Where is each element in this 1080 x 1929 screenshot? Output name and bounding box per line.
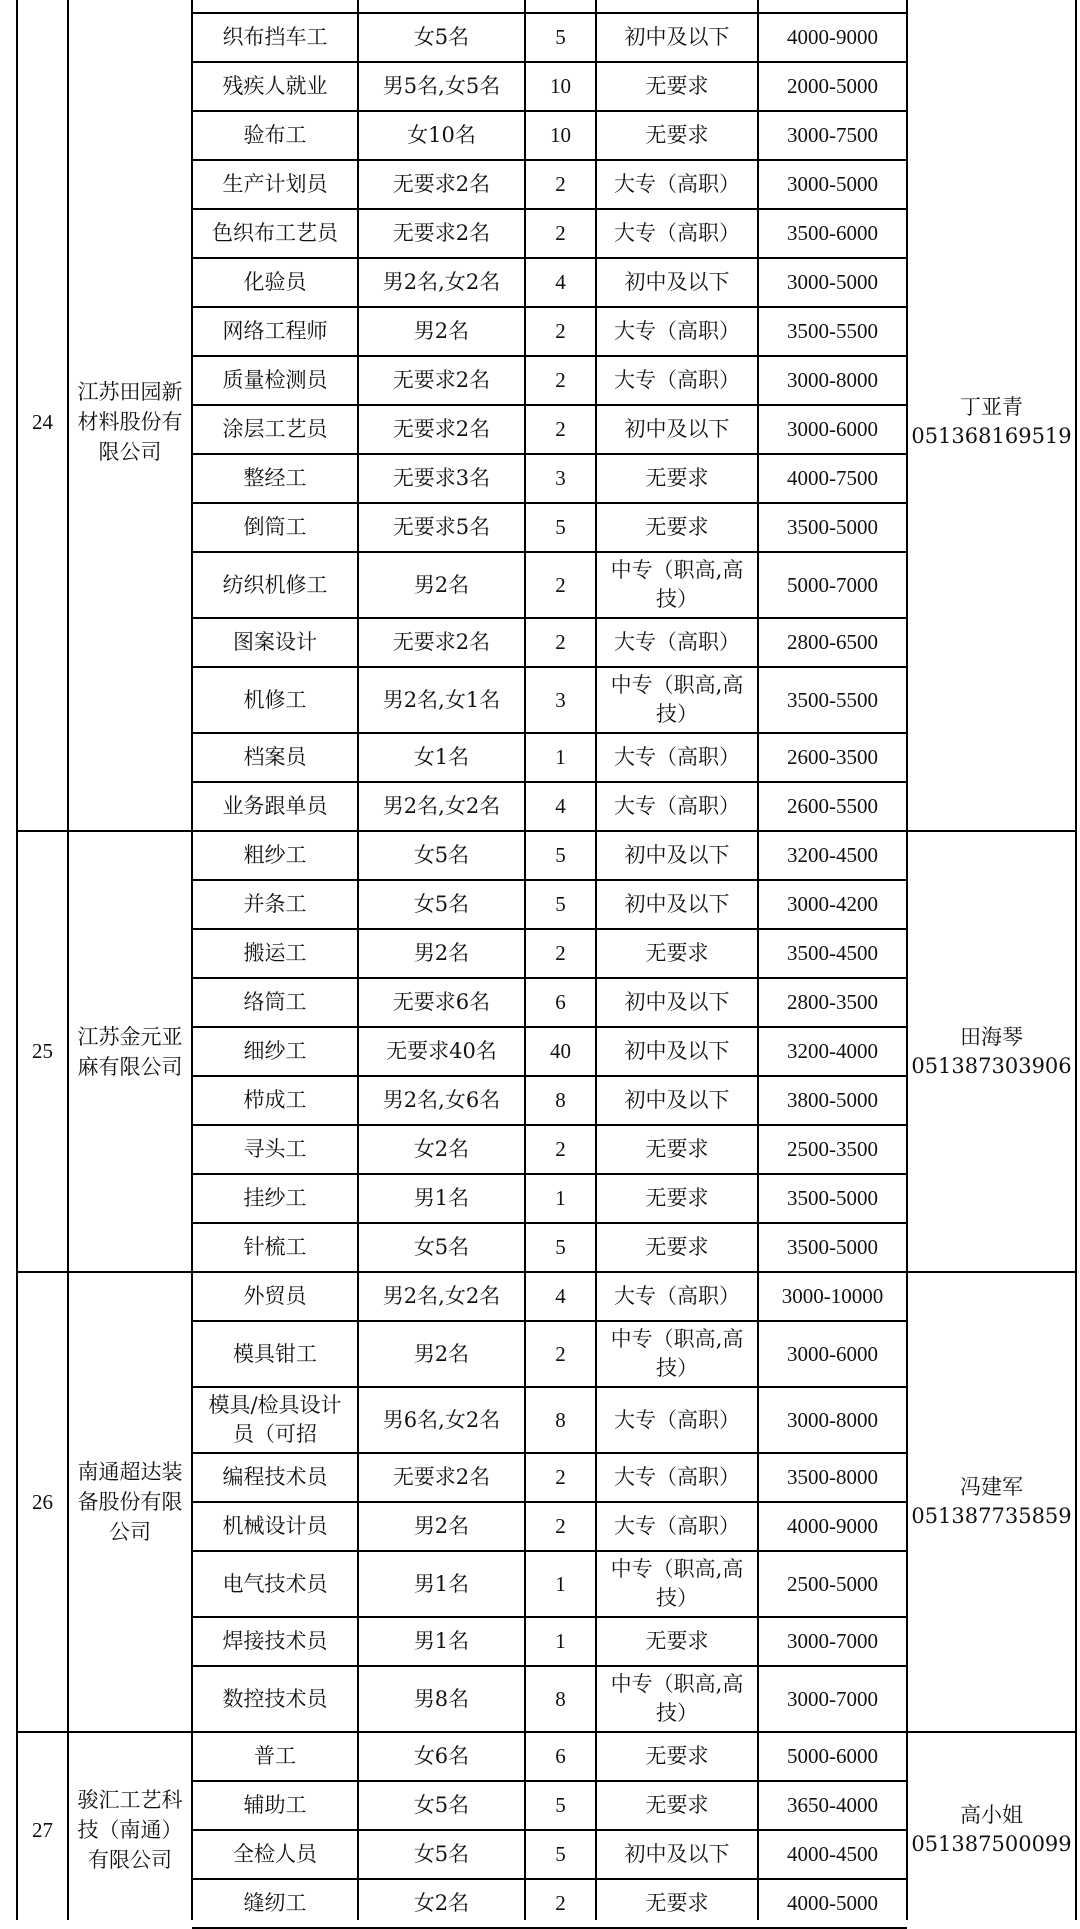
contact-phone: 051368169519 — [911, 424, 1072, 448]
salary-cell: 3000-10000 — [781, 1284, 884, 1308]
education-cell: 大专（高职） — [614, 221, 740, 245]
company-name: 江苏田园新材料股份有限公司 — [77, 380, 183, 464]
gender-cell: 女5名 — [413, 1235, 470, 1259]
grid-hline — [192, 257, 907, 259]
count-cell: 4 — [555, 794, 566, 818]
gender-cell: 女6名 — [413, 1744, 470, 1768]
count-cell: 8 — [555, 1088, 566, 1112]
count-cell: 2 — [555, 1137, 566, 1161]
education-cell: 无要求 — [645, 1891, 709, 1915]
gender-cell: 无要求2名 — [392, 1465, 491, 1489]
gender-cell: 无要求2名 — [392, 172, 491, 196]
grid-hline — [192, 1320, 907, 1322]
count-cell: 1 — [555, 1629, 566, 1653]
position-cell: 纺织机修工 — [222, 572, 328, 597]
education-cell: 大专（高职） — [614, 319, 740, 343]
group-index: 27 — [32, 1817, 53, 1842]
salary-cell: 2000-5000 — [787, 74, 878, 98]
company-name: 南通超达装备股份有限公司 — [77, 1460, 183, 1544]
gender-cell: 女1名 — [413, 745, 470, 769]
grid-hline — [192, 879, 907, 881]
salary-cell: 3000-5000 — [787, 172, 878, 196]
count-cell: 1 — [555, 1186, 566, 1210]
education-cell: 初中及以下 — [624, 25, 730, 49]
count-cell: 5 — [555, 1235, 566, 1259]
salary-cell: 3000-5000 — [787, 270, 878, 294]
gender-cell: 男6名,女2名 — [382, 1407, 501, 1432]
grid-hline — [192, 1124, 907, 1126]
education-cell: 初中及以下 — [624, 990, 730, 1014]
education-cell: 中专（职高,高技） — [610, 558, 744, 611]
count-cell: 2 — [555, 1514, 566, 1538]
position-cell: 网络工程师 — [222, 319, 328, 343]
position-cell: 模具/检具设计员（可招 — [208, 1393, 342, 1446]
grid-hline — [192, 551, 907, 553]
education-cell: 无要求 — [645, 1744, 709, 1768]
grid-hline — [192, 928, 907, 930]
salary-cell: 5000-7000 — [787, 572, 878, 597]
gender-cell: 女2名 — [413, 1137, 470, 1161]
count-cell: 8 — [555, 1686, 566, 1711]
salary-cell: 3500-5500 — [787, 687, 878, 712]
salary-cell: 3500-5000 — [787, 1235, 878, 1259]
grid-hline — [192, 1173, 907, 1175]
education-cell: 大专（高职） — [614, 745, 740, 769]
education-cell: 无要求 — [645, 1629, 709, 1653]
salary-cell: 3000-6000 — [787, 1341, 878, 1366]
gender-cell: 无要求2名 — [392, 417, 491, 441]
education-cell: 无要求 — [645, 1137, 709, 1161]
grid-hline — [192, 110, 907, 112]
salary-cell: 3500-8000 — [787, 1465, 878, 1489]
position-cell: 外贸员 — [243, 1284, 307, 1308]
grid-hline — [192, 1550, 907, 1552]
grid-vline — [357, 0, 359, 1920]
salary-cell: 3500-4500 — [787, 941, 878, 965]
position-cell: 业务跟单员 — [222, 794, 328, 818]
position-cell: 质量检测员 — [222, 368, 328, 392]
education-cell: 初中及以下 — [624, 270, 730, 294]
count-cell: 5 — [555, 25, 566, 49]
company-name: 江苏金元亚麻有限公司 — [77, 1024, 183, 1079]
grid-hline — [192, 502, 907, 504]
grid-hline — [192, 1452, 907, 1454]
grid-vline — [67, 0, 69, 1920]
salary-cell: 5000-6000 — [787, 1744, 878, 1768]
count-cell: 5 — [555, 1793, 566, 1817]
grid-hline — [192, 208, 907, 210]
count-cell: 5 — [555, 843, 566, 867]
salary-cell: 3200-4000 — [787, 1039, 878, 1063]
count-cell: 2 — [555, 172, 566, 196]
contact-phone: 051387500099 — [911, 1832, 1072, 1856]
gender-cell: 男2名 — [413, 319, 470, 343]
salary-cell: 2800-3500 — [787, 990, 878, 1014]
position-cell: 残疾人就业 — [222, 74, 328, 98]
grid-vline — [906, 0, 908, 1920]
gender-cell: 男2名 — [413, 1341, 470, 1366]
count-cell: 4 — [555, 270, 566, 294]
grid-hline — [192, 355, 907, 357]
count-cell: 40 — [550, 1039, 571, 1063]
salary-cell: 3800-5000 — [787, 1088, 878, 1112]
salary-cell: 4000-9000 — [787, 25, 878, 49]
grid-hline — [192, 1780, 907, 1782]
grid-hline — [192, 1222, 907, 1224]
position-cell: 挂纱工 — [243, 1186, 307, 1210]
education-cell: 中专（职高,高技） — [610, 1327, 744, 1380]
group-divider — [17, 1271, 1076, 1273]
position-cell: 倒筒工 — [243, 515, 307, 539]
count-cell: 1 — [555, 745, 566, 769]
position-cell: 生产计划员 — [222, 172, 328, 196]
grid-hline — [192, 1829, 907, 1831]
gender-cell: 男2名,女1名 — [382, 687, 501, 712]
count-cell: 2 — [555, 1341, 566, 1366]
gender-cell: 无要求2名 — [392, 368, 491, 392]
gender-cell: 无要求40名 — [386, 1039, 497, 1063]
gender-cell: 女5名 — [413, 1842, 470, 1866]
contact-name: 高小姐 — [960, 1803, 1023, 1827]
grid-hline — [192, 453, 907, 455]
position-cell: 搬运工 — [243, 941, 307, 965]
grid-vline — [191, 0, 193, 1920]
position-cell: 细纱工 — [243, 1039, 307, 1063]
contact-cell — [907, 1272, 1076, 1732]
salary-cell: 3000-8000 — [787, 1407, 878, 1432]
count-cell: 10 — [550, 123, 571, 147]
salary-cell: 3000-7000 — [787, 1629, 878, 1653]
salary-cell: 2600-3500 — [787, 745, 878, 769]
education-cell: 大专（高职） — [614, 1284, 740, 1308]
salary-cell: 2600-5500 — [787, 794, 878, 818]
count-cell: 2 — [555, 941, 566, 965]
group-divider — [17, 1731, 1076, 1733]
gender-cell: 男8名 — [413, 1686, 470, 1711]
contact-name: 田海琴 — [960, 1024, 1023, 1049]
education-cell: 大专（高职） — [614, 368, 740, 392]
gender-cell: 无要求2名 — [392, 630, 491, 654]
group-divider — [17, 830, 1076, 832]
education-cell: 无要求 — [645, 123, 709, 147]
position-cell: 机修工 — [243, 687, 307, 712]
position-cell: 电气技术员 — [222, 1571, 328, 1596]
gender-cell: 男2名,女2名 — [382, 270, 501, 294]
contact-cell — [907, 831, 1076, 1272]
gender-cell: 男5名,女5名 — [382, 74, 501, 98]
contact-cell — [907, 13, 1076, 831]
count-cell: 2 — [555, 221, 566, 245]
education-cell: 无要求 — [645, 515, 709, 539]
count-cell: 4 — [555, 1284, 566, 1308]
position-cell: 色织布工艺员 — [212, 221, 338, 245]
position-cell: 模具钳工 — [233, 1341, 317, 1366]
grid-hline — [192, 666, 907, 668]
education-cell: 大专（高职） — [614, 630, 740, 654]
grid-hline — [192, 1878, 907, 1880]
grid-hline — [192, 1616, 907, 1618]
salary-cell: 2800-6500 — [787, 630, 878, 654]
education-cell: 无要求 — [645, 74, 709, 98]
education-cell: 初中及以下 — [624, 1088, 730, 1112]
salary-cell: 4000-9000 — [787, 1514, 878, 1538]
count-cell: 2 — [555, 572, 566, 597]
position-cell: 数控技术员 — [222, 1686, 328, 1711]
position-cell: 缝纫工 — [243, 1891, 307, 1915]
salary-cell: 3000-4200 — [787, 892, 878, 916]
gender-cell: 无要求5名 — [392, 515, 491, 539]
grid-hline — [192, 159, 907, 161]
position-cell: 络筒工 — [243, 990, 307, 1014]
salary-cell: 4000-4500 — [787, 1842, 878, 1866]
grid-vline — [16, 0, 18, 1920]
grid-hline — [192, 61, 907, 63]
grid-hline — [192, 12, 907, 14]
group-index: 25 — [32, 1039, 53, 1063]
education-cell: 大专（高职） — [614, 1514, 740, 1538]
contact-phone: 051387735859 — [911, 1504, 1072, 1528]
education-cell: 初中及以下 — [624, 417, 730, 441]
count-cell: 5 — [555, 892, 566, 916]
gender-cell: 男2名 — [413, 1514, 470, 1538]
gender-cell: 无要求2名 — [392, 221, 491, 245]
grid-vline — [595, 0, 597, 1920]
grid-hline — [192, 617, 907, 619]
position-cell: 织布挡车工 — [222, 25, 328, 49]
grid-hline — [192, 404, 907, 406]
gender-cell: 男1名 — [413, 1629, 470, 1653]
education-cell: 大专（高职） — [614, 172, 740, 196]
position-cell: 化验员 — [243, 270, 307, 294]
salary-cell: 3000-7000 — [787, 1686, 878, 1711]
position-cell: 全检人员 — [233, 1842, 317, 1866]
salary-cell: 3500-5500 — [787, 319, 878, 343]
count-cell: 2 — [555, 1891, 566, 1915]
count-cell: 2 — [555, 630, 566, 654]
position-cell: 寻头工 — [243, 1137, 307, 1161]
count-cell: 6 — [555, 1744, 566, 1768]
position-cell: 档案员 — [243, 745, 307, 769]
position-cell: 涂层工艺员 — [222, 417, 328, 441]
education-cell: 初中及以下 — [624, 892, 730, 916]
salary-cell: 3500-5000 — [787, 515, 878, 539]
position-cell: 验布工 — [243, 123, 307, 147]
count-cell: 3 — [555, 687, 566, 712]
contact-phone: 051387303906 — [911, 1053, 1072, 1078]
salary-cell: 3000-6000 — [787, 417, 878, 441]
grid-vline — [524, 0, 526, 1920]
education-cell: 无要求 — [645, 1186, 709, 1210]
education-cell: 中专（职高,高技） — [610, 1557, 744, 1610]
count-cell: 2 — [555, 417, 566, 441]
salary-cell: 4000-7500 — [787, 466, 878, 490]
gender-cell: 男2名,女2名 — [382, 794, 501, 818]
education-cell: 无要求 — [645, 1793, 709, 1817]
gender-cell: 男1名 — [413, 1186, 470, 1210]
salary-cell: 3650-4000 — [787, 1793, 878, 1817]
grid-hline — [192, 1386, 907, 1388]
grid-hline — [192, 1501, 907, 1503]
group-index: 24 — [32, 409, 53, 434]
count-cell: 2 — [555, 368, 566, 392]
education-cell: 无要求 — [645, 1235, 709, 1259]
grid-vline — [1075, 0, 1077, 1920]
gender-cell: 男2名 — [413, 572, 470, 597]
salary-cell: 3000-7500 — [787, 123, 878, 147]
position-cell: 整经工 — [243, 466, 307, 490]
grid-hline — [192, 1665, 907, 1667]
position-cell: 针梳工 — [243, 1235, 307, 1259]
grid-hline — [192, 977, 907, 979]
gender-cell: 无要求6名 — [392, 990, 491, 1014]
position-cell: 粗纱工 — [243, 843, 307, 867]
salary-cell: 3500-5000 — [787, 1186, 878, 1210]
education-cell: 无要求 — [645, 941, 709, 965]
salary-cell: 3200-4500 — [787, 843, 878, 867]
group-index: 26 — [32, 1489, 53, 1514]
contact-cell — [907, 1732, 1076, 1928]
gender-cell: 女5名 — [413, 1793, 470, 1817]
salary-cell: 4000-5000 — [787, 1891, 878, 1915]
gender-cell: 男2名,女2名 — [382, 1284, 501, 1308]
education-cell: 初中及以下 — [624, 843, 730, 867]
count-cell: 1 — [555, 1571, 566, 1596]
position-cell: 普工 — [254, 1744, 296, 1768]
position-cell: 编程技术员 — [222, 1465, 328, 1489]
count-cell: 3 — [555, 466, 566, 490]
education-cell: 初中及以下 — [624, 1842, 730, 1866]
count-cell: 6 — [555, 990, 566, 1014]
position-cell: 机械设计员 — [222, 1514, 328, 1538]
education-cell: 初中及以下 — [624, 1039, 730, 1063]
education-cell: 大专（高职） — [614, 1465, 740, 1489]
salary-cell: 3000-8000 — [787, 368, 878, 392]
grid-hline — [192, 306, 907, 308]
salary-cell: 2500-5000 — [787, 1571, 878, 1596]
count-cell: 5 — [555, 515, 566, 539]
gender-cell: 男2名,女6名 — [382, 1088, 501, 1112]
position-cell: 并条工 — [243, 892, 307, 916]
count-cell: 2 — [555, 1465, 566, 1489]
gender-cell: 女5名 — [413, 843, 470, 867]
gender-cell: 女5名 — [413, 892, 470, 916]
grid-hline — [192, 781, 907, 783]
position-cell: 栉成工 — [243, 1088, 307, 1112]
gender-cell: 女5名 — [413, 25, 470, 49]
count-cell: 5 — [555, 1842, 566, 1866]
company-name: 骏汇工艺科技（南通）有限公司 — [77, 1788, 183, 1872]
gender-cell: 无要求3名 — [392, 466, 491, 490]
contact-name: 丁亚青 — [960, 395, 1023, 419]
gender-cell: 女2名 — [413, 1891, 470, 1915]
count-cell: 2 — [555, 319, 566, 343]
grid-vline — [757, 0, 759, 1920]
contact-name: 冯建军 — [960, 1475, 1023, 1499]
grid-hline — [192, 732, 907, 734]
position-cell: 焊接技术员 — [222, 1629, 328, 1653]
education-cell: 无要求 — [645, 466, 709, 490]
salary-cell: 2500-3500 — [787, 1137, 878, 1161]
gender-cell: 男2名 — [413, 941, 470, 965]
education-cell: 中专（职高,高技） — [610, 1672, 744, 1725]
count-cell: 10 — [550, 74, 571, 98]
grid-hline — [192, 1075, 907, 1077]
count-cell: 8 — [555, 1407, 566, 1432]
education-cell: 大专（高职） — [614, 794, 740, 818]
salary-cell: 3500-6000 — [787, 221, 878, 245]
position-cell: 辅助工 — [243, 1793, 307, 1817]
gender-cell: 女10名 — [407, 123, 476, 147]
education-cell: 中专（职高,高技） — [610, 673, 744, 726]
gender-cell: 男1名 — [413, 1571, 470, 1596]
position-cell: 图案设计 — [233, 630, 317, 654]
grid-hline — [192, 1026, 907, 1028]
education-cell: 大专（高职） — [614, 1407, 740, 1432]
